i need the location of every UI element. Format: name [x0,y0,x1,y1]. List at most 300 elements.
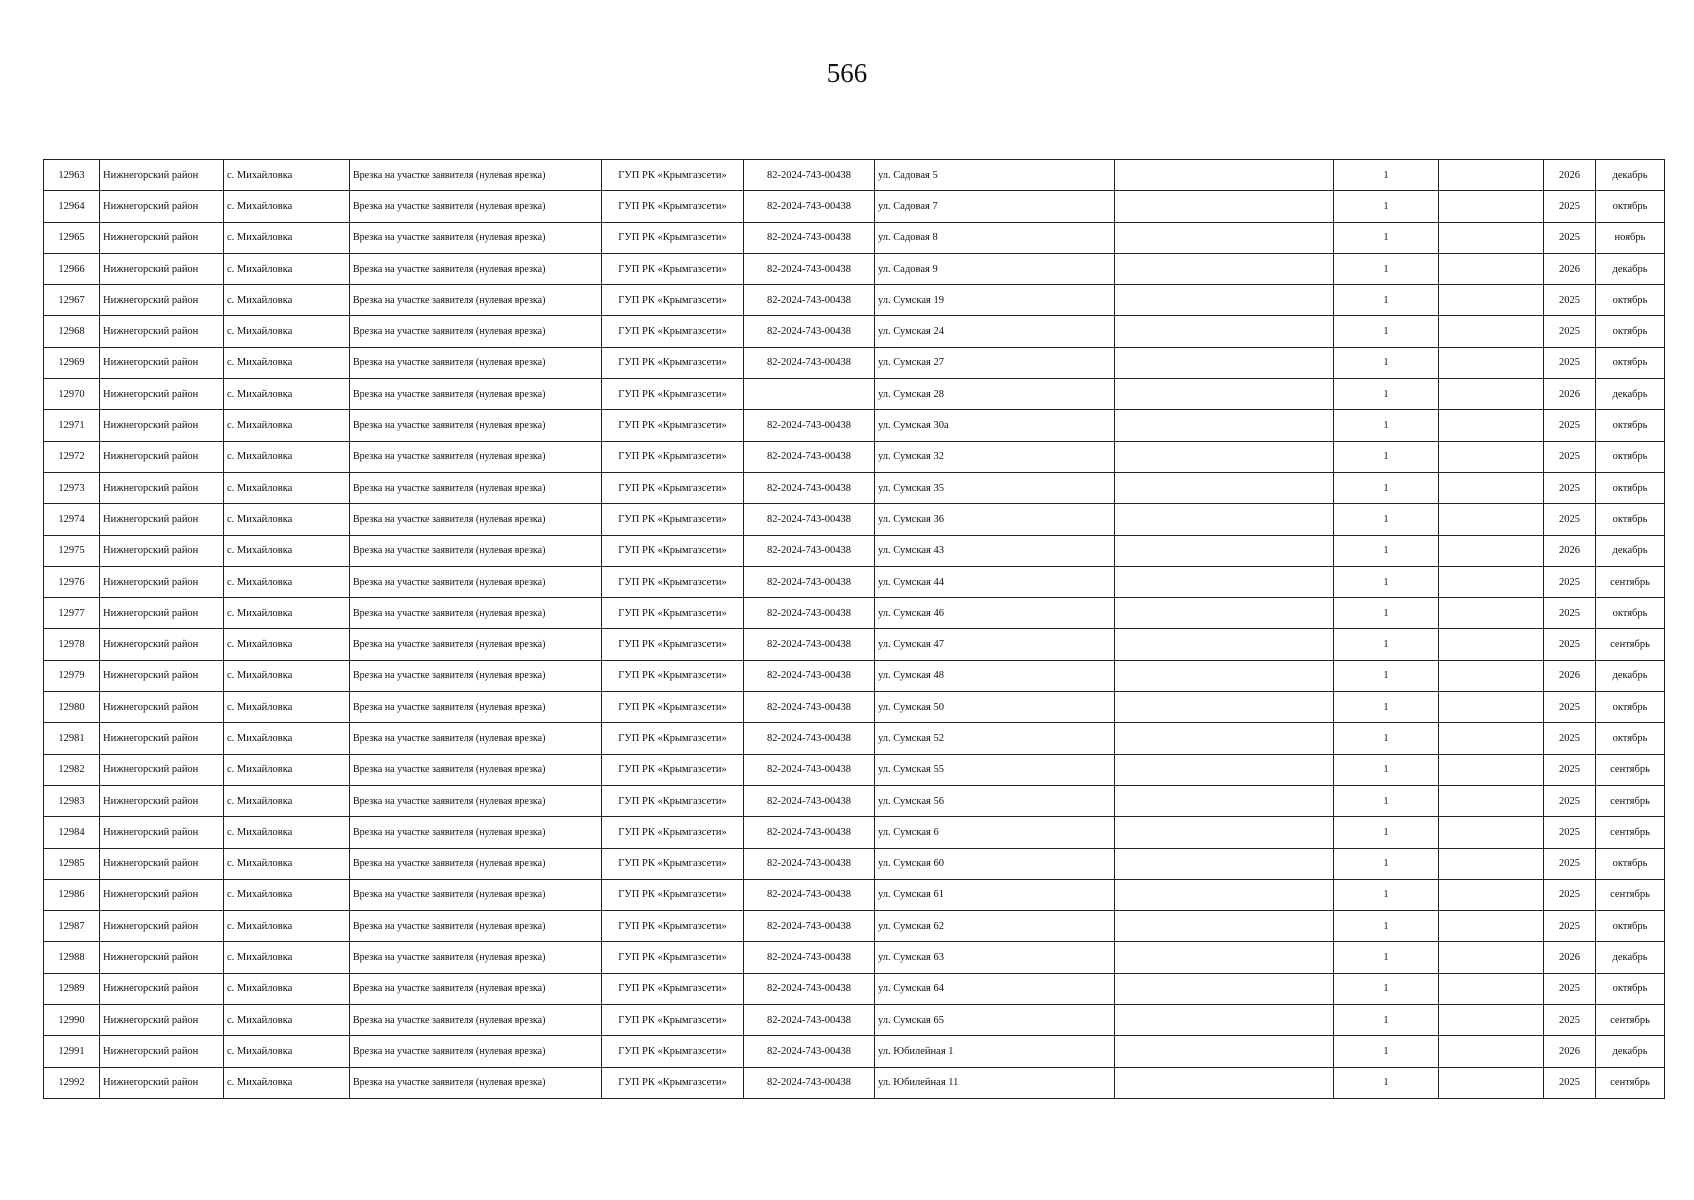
address-cell: ул. Сумская 47 [875,629,1115,660]
row-number-cell: 12972 [44,441,100,472]
district-cell: Нижнегорский район [100,754,224,785]
row-number-cell: 12968 [44,316,100,347]
registry-code-cell: 82-2024-743-00438 [744,253,875,284]
empty-cell [1439,879,1544,910]
month-cell: сентябрь [1596,1067,1665,1098]
empty-cell [1115,660,1334,691]
empty-cell [1115,754,1334,785]
empty-cell [1439,472,1544,503]
work-type-cell: Врезка на участке заявителя (нулевая врезка) [350,629,602,660]
row-number-cell: 12981 [44,723,100,754]
month-cell: октябрь [1596,316,1665,347]
locality-cell: с. Михайловка [224,535,350,566]
quantity-cell: 1 [1334,598,1439,629]
registry-code-cell: 82-2024-743-00438 [744,191,875,222]
year-cell: 2026 [1544,1036,1596,1067]
organization-cell: ГУП РК «Крымгазсети» [602,253,744,284]
locality-cell: с. Михайловка [224,347,350,378]
quantity-cell: 1 [1334,848,1439,879]
year-cell: 2025 [1544,785,1596,816]
address-cell: ул. Садовая 9 [875,253,1115,284]
empty-cell [1439,785,1544,816]
locality-cell: с. Михайловка [224,379,350,410]
empty-cell [1115,316,1334,347]
year-cell: 2025 [1544,911,1596,942]
month-cell: сентябрь [1596,817,1665,848]
year-cell: 2025 [1544,1005,1596,1036]
organization-cell: ГУП РК «Крымгазсети» [602,785,744,816]
locality-cell: с. Михайловка [224,504,350,535]
row-number-cell: 12963 [44,160,100,191]
year-cell: 2025 [1544,692,1596,723]
locality-cell: с. Михайловка [224,973,350,1004]
empty-cell [1439,692,1544,723]
district-cell: Нижнегорский район [100,1005,224,1036]
organization-cell: ГУП РК «Крымгазсети» [602,817,744,848]
month-cell: октябрь [1596,692,1665,723]
organization-cell: ГУП РК «Крымгазсети» [602,848,744,879]
empty-cell [1439,191,1544,222]
empty-cell [1439,1005,1544,1036]
organization-cell: ГУП РК «Крымгазсети» [602,723,744,754]
work-type-cell: Врезка на участке заявителя (нулевая врезка) [350,660,602,691]
address-cell: ул. Сумская 63 [875,942,1115,973]
empty-cell [1115,785,1334,816]
table-row [44,191,1665,222]
year-cell: 2025 [1544,285,1596,316]
month-cell: октябрь [1596,285,1665,316]
table-row [44,629,1665,660]
year-cell: 2025 [1544,598,1596,629]
empty-cell [1439,598,1544,629]
year-cell: 2025 [1544,472,1596,503]
locality-cell: с. Михайловка [224,285,350,316]
address-cell: ул. Юбилейная 11 [875,1067,1115,1098]
district-cell: Нижнегорский район [100,817,224,848]
district-cell: Нижнегорский район [100,911,224,942]
address-cell: ул. Сумская 35 [875,472,1115,503]
row-number-cell: 12977 [44,598,100,629]
organization-cell: ГУП РК «Крымгазсети» [602,191,744,222]
month-cell: декабрь [1596,942,1665,973]
empty-cell [1439,285,1544,316]
row-number-cell: 12988 [44,942,100,973]
empty-cell [1115,410,1334,441]
district-cell: Нижнегорский район [100,723,224,754]
quantity-cell: 1 [1334,942,1439,973]
row-number-cell: 12976 [44,566,100,597]
district-cell: Нижнегорский район [100,253,224,284]
organization-cell: ГУП РК «Крымгазсети» [602,1067,744,1098]
row-number-cell: 12974 [44,504,100,535]
work-type-cell: Врезка на участке заявителя (нулевая врезка) [350,723,602,754]
district-cell: Нижнегорский район [100,598,224,629]
empty-cell [1115,629,1334,660]
month-cell: декабрь [1596,160,1665,191]
district-cell: Нижнегорский район [100,160,224,191]
empty-cell [1439,566,1544,597]
year-cell: 2026 [1544,660,1596,691]
work-type-cell: Врезка на участке заявителя (нулевая врезка) [350,285,602,316]
work-type-cell: Врезка на участке заявителя (нулевая врезка) [350,973,602,1004]
empty-cell [1439,911,1544,942]
month-cell: декабрь [1596,1036,1665,1067]
district-cell: Нижнегорский район [100,222,224,253]
district-cell: Нижнегорский район [100,879,224,910]
registry-code-cell: 82-2024-743-00438 [744,1036,875,1067]
district-cell: Нижнегорский район [100,566,224,597]
work-type-cell: Врезка на участке заявителя (нулевая врезка) [350,754,602,785]
quantity-cell: 1 [1334,504,1439,535]
work-type-cell: Врезка на участке заявителя (нулевая врезка) [350,598,602,629]
year-cell: 2025 [1544,723,1596,754]
empty-cell [1439,1036,1544,1067]
locality-cell: с. Михайловка [224,723,350,754]
address-cell: ул. Сумская 52 [875,723,1115,754]
quantity-cell: 1 [1334,441,1439,472]
year-cell: 2025 [1544,191,1596,222]
quantity-cell: 1 [1334,1005,1439,1036]
work-type-cell: Врезка на участке заявителя (нулевая врезка) [350,316,602,347]
district-cell: Нижнегорский район [100,1067,224,1098]
quantity-cell: 1 [1334,160,1439,191]
district-cell: Нижнегорский район [100,316,224,347]
address-cell: ул. Сумская 46 [875,598,1115,629]
table-row [44,160,1665,191]
quantity-cell: 1 [1334,911,1439,942]
row-number-cell: 12966 [44,253,100,284]
table-row [44,911,1665,942]
address-cell: ул. Сумская 24 [875,316,1115,347]
empty-cell [1439,410,1544,441]
table-row [44,566,1665,597]
month-cell: сентябрь [1596,879,1665,910]
district-cell: Нижнегорский район [100,848,224,879]
empty-cell [1115,504,1334,535]
registry-code-cell: 82-2024-743-00438 [744,347,875,378]
organization-cell: ГУП РК «Крымгазсети» [602,1005,744,1036]
row-number-cell: 12978 [44,629,100,660]
organization-cell: ГУП РК «Крымгазсети» [602,222,744,253]
quantity-cell: 1 [1334,566,1439,597]
table-row [44,1036,1665,1067]
registry-code-cell: 82-2024-743-00438 [744,285,875,316]
organization-cell: ГУП РК «Крымгазсети» [602,660,744,691]
address-cell: ул. Сумская 43 [875,535,1115,566]
table-row [44,347,1665,378]
quantity-cell: 1 [1334,1067,1439,1098]
table-row [44,660,1665,691]
table-row [44,942,1665,973]
month-cell: октябрь [1596,504,1665,535]
table-row [44,973,1665,1004]
quantity-cell: 1 [1334,723,1439,754]
table-row [44,723,1665,754]
row-number-cell: 12982 [44,754,100,785]
organization-cell: ГУП РК «Крымгазсети» [602,879,744,910]
district-cell: Нижнегорский район [100,472,224,503]
work-type-cell: Врезка на участке заявителя (нулевая врезка) [350,1036,602,1067]
empty-cell [1439,723,1544,754]
work-type-cell: Врезка на участке заявителя (нулевая врезка) [350,253,602,284]
locality-cell: с. Михайловка [224,160,350,191]
locality-cell: с. Михайловка [224,848,350,879]
empty-cell [1115,692,1334,723]
registry-code-cell: 82-2024-743-00438 [744,316,875,347]
quantity-cell: 1 [1334,191,1439,222]
district-cell: Нижнегорский район [100,347,224,378]
table-row [44,598,1665,629]
quantity-cell: 1 [1334,347,1439,378]
year-cell: 2025 [1544,441,1596,472]
address-cell: ул. Сумская 50 [875,692,1115,723]
year-cell: 2025 [1544,879,1596,910]
row-number-cell: 12965 [44,222,100,253]
empty-cell [1115,1067,1334,1098]
organization-cell: ГУП РК «Крымгазсети» [602,410,744,441]
empty-cell [1439,817,1544,848]
table-row [44,441,1665,472]
district-cell: Нижнегорский район [100,535,224,566]
quantity-cell: 1 [1334,410,1439,441]
registry-code-cell: 82-2024-743-00438 [744,535,875,566]
year-cell: 2025 [1544,504,1596,535]
table-row [44,785,1665,816]
address-cell: ул. Сумская 48 [875,660,1115,691]
year-cell: 2025 [1544,817,1596,848]
district-cell: Нижнегорский район [100,285,224,316]
organization-cell: ГУП РК «Крымгазсети» [602,692,744,723]
organization-cell: ГУП РК «Крымгазсети» [602,629,744,660]
table-row [44,879,1665,910]
empty-cell [1439,379,1544,410]
empty-cell [1115,1005,1334,1036]
quantity-cell: 1 [1334,535,1439,566]
quantity-cell: 1 [1334,660,1439,691]
month-cell: октябрь [1596,472,1665,503]
address-cell: ул. Сумская 61 [875,879,1115,910]
table-row [44,222,1665,253]
month-cell: ноябрь [1596,222,1665,253]
district-cell: Нижнегорский район [100,441,224,472]
month-cell: октябрь [1596,410,1665,441]
table-row [44,379,1665,410]
empty-cell [1439,1067,1544,1098]
organization-cell: ГУП РК «Крымгазсети» [602,441,744,472]
empty-cell [1115,723,1334,754]
address-cell: ул. Сумская 60 [875,848,1115,879]
row-number-cell: 12973 [44,472,100,503]
page-number: 566 [826,58,868,88]
locality-cell: с. Михайловка [224,472,350,503]
row-number-cell: 12967 [44,285,100,316]
address-cell: ул. Юбилейная 1 [875,1036,1115,1067]
empty-cell [1439,441,1544,472]
table-row [44,692,1665,723]
year-cell: 2026 [1544,160,1596,191]
empty-cell [1115,535,1334,566]
row-number-cell: 12987 [44,911,100,942]
month-cell: декабрь [1596,535,1665,566]
work-type-cell: Врезка на участке заявителя (нулевая врезка) [350,785,602,816]
table-row [44,535,1665,566]
row-number-cell: 12986 [44,879,100,910]
locality-cell: с. Михайловка [224,191,350,222]
register-body [44,160,1665,1099]
year-cell: 2025 [1544,566,1596,597]
registry-code-cell: 82-2024-743-00438 [744,566,875,597]
organization-cell: ГУП РК «Крымгазсети» [602,160,744,191]
registry-code-cell: 82-2024-743-00438 [744,723,875,754]
year-cell: 2025 [1544,848,1596,879]
organization-cell: ГУП РК «Крымгазсети» [602,911,744,942]
locality-cell: с. Михайловка [224,598,350,629]
address-cell: ул. Садовая 8 [875,222,1115,253]
month-cell: октябрь [1596,191,1665,222]
registry-code-cell: 82-2024-743-00438 [744,410,875,441]
quantity-cell: 1 [1334,253,1439,284]
table-row [44,504,1665,535]
month-cell: октябрь [1596,598,1665,629]
empty-cell [1115,379,1334,410]
address-cell: ул. Сумская 64 [875,973,1115,1004]
month-cell: декабрь [1596,379,1665,410]
registry-code-cell: 82-2024-743-00438 [744,848,875,879]
address-cell: ул. Сумская 36 [875,504,1115,535]
empty-cell [1115,879,1334,910]
empty-cell [1115,222,1334,253]
organization-cell: ГУП РК «Крымгазсети» [602,598,744,629]
district-cell: Нижнегорский район [100,410,224,441]
quantity-cell: 1 [1334,973,1439,1004]
row-number-cell: 12984 [44,817,100,848]
address-cell: ул. Сумская 28 [875,379,1115,410]
month-cell: октябрь [1596,723,1665,754]
quantity-cell: 1 [1334,316,1439,347]
month-cell: октябрь [1596,441,1665,472]
empty-cell [1115,566,1334,597]
district-cell: Нижнегорский район [100,191,224,222]
work-type-cell: Врезка на участке заявителя (нулевая врезка) [350,911,602,942]
organization-cell: ГУП РК «Крымгазсети» [602,942,744,973]
locality-cell: с. Михайловка [224,316,350,347]
empty-cell [1115,253,1334,284]
locality-cell: с. Михайловка [224,222,350,253]
empty-cell [1439,660,1544,691]
registry-code-cell: 82-2024-743-00438 [744,785,875,816]
year-cell: 2025 [1544,629,1596,660]
row-number-cell: 12983 [44,785,100,816]
locality-cell: с. Михайловка [224,441,350,472]
empty-cell [1115,942,1334,973]
table-row [44,1067,1665,1098]
locality-cell: с. Михайловка [224,911,350,942]
table-row [44,285,1665,316]
empty-cell [1115,1036,1334,1067]
organization-cell: ГУП РК «Крымгазсети» [602,347,744,378]
registry-code-cell: 82-2024-743-00438 [744,692,875,723]
quantity-cell: 1 [1334,785,1439,816]
address-cell: ул. Сумская 6 [875,817,1115,848]
quantity-cell: 1 [1334,879,1439,910]
registry-code-cell: 82-2024-743-00438 [744,942,875,973]
empty-cell [1439,504,1544,535]
year-cell: 2025 [1544,347,1596,378]
row-number-cell: 12979 [44,660,100,691]
quantity-cell: 1 [1334,754,1439,785]
organization-cell: ГУП РК «Крымгазсети» [602,285,744,316]
month-cell: сентябрь [1596,566,1665,597]
table-row [44,472,1665,503]
row-number-cell: 12970 [44,379,100,410]
month-cell: октябрь [1596,911,1665,942]
locality-cell: с. Михайловка [224,660,350,691]
empty-cell [1439,754,1544,785]
registry-code-cell: 82-2024-743-00438 [744,754,875,785]
quantity-cell: 1 [1334,222,1439,253]
empty-cell [1115,817,1334,848]
empty-cell [1115,160,1334,191]
registry-code-cell: 82-2024-743-00438 [744,472,875,503]
work-type-cell: Врезка на участке заявителя (нулевая врезка) [350,1067,602,1098]
district-cell: Нижнегорский район [100,660,224,691]
organization-cell: ГУП РК «Крымгазсети» [602,973,744,1004]
district-cell: Нижнегорский район [100,629,224,660]
table-row [44,1005,1665,1036]
row-number-cell: 12980 [44,692,100,723]
empty-cell [1439,629,1544,660]
address-cell: ул. Сумская 32 [875,441,1115,472]
row-number-cell: 12990 [44,1005,100,1036]
address-cell: ул. Сумская 56 [875,785,1115,816]
row-number-cell: 12975 [44,535,100,566]
organization-cell: ГУП РК «Крымгазсети» [602,535,744,566]
address-cell: ул. Садовая 7 [875,191,1115,222]
month-cell: сентябрь [1596,629,1665,660]
registry-code-cell: 82-2024-743-00438 [744,441,875,472]
month-cell: декабрь [1596,660,1665,691]
registry-code-cell: 82-2024-743-00438 [744,504,875,535]
organization-cell: ГУП РК «Крымгазсети» [602,566,744,597]
empty-cell [1439,160,1544,191]
district-cell: Нижнегорский район [100,1036,224,1067]
quantity-cell: 1 [1334,472,1439,503]
year-cell: 2025 [1544,1067,1596,1098]
empty-cell [1439,347,1544,378]
row-number-cell: 12985 [44,848,100,879]
empty-cell [1115,973,1334,1004]
work-type-cell: Врезка на участке заявителя (нулевая врезка) [350,817,602,848]
work-type-cell: Врезка на участке заявителя (нулевая врезка) [350,535,602,566]
registry-code-cell: 82-2024-743-00438 [744,629,875,660]
organization-cell: ГУП РК «Крымгазсети» [602,379,744,410]
year-cell: 2026 [1544,535,1596,566]
empty-cell [1115,848,1334,879]
row-number-cell: 12971 [44,410,100,441]
registry-code-cell: 82-2024-743-00438 [744,1067,875,1098]
address-cell: ул. Сумская 62 [875,911,1115,942]
district-cell: Нижнегорский район [100,692,224,723]
year-cell: 2026 [1544,379,1596,410]
work-type-cell: Врезка на участке заявителя (нулевая врезка) [350,504,602,535]
registry-code-cell: 82-2024-743-00438 [744,1005,875,1036]
empty-cell [1115,598,1334,629]
year-cell: 2025 [1544,973,1596,1004]
registry-code-cell: 82-2024-743-00438 [744,817,875,848]
year-cell: 2026 [1544,942,1596,973]
locality-cell: с. Михайловка [224,410,350,441]
address-cell: ул. Сумская 30а [875,410,1115,441]
